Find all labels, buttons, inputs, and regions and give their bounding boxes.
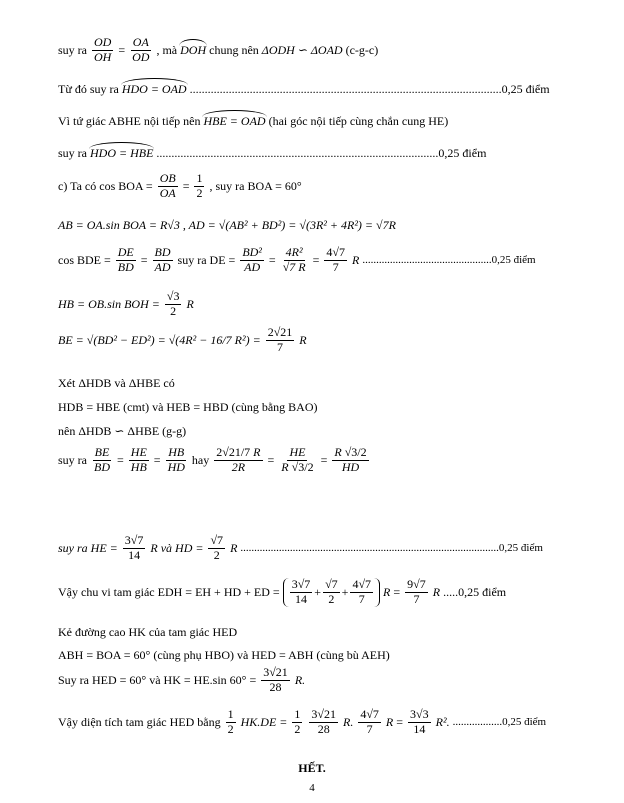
text: c) Ta có cos BOA = (58, 178, 153, 193)
fraction-bd-ad: $\frac{BD}{AD}$ (154, 245, 171, 274)
variable-r: R (351, 252, 360, 267)
similar-triangles: ΔODH ∽ ΔOAD (261, 42, 343, 57)
line-6 (58, 218, 396, 233)
text: hay (191, 452, 210, 467)
fraction-be-bd: $\frac{BE}{BD}$ (94, 445, 110, 474)
bracket-expression: $\frac{3√7}{14}$ + $\frac{√7}{2}$ + $\frac{4√7}{7}$ (283, 578, 380, 607)
text: và HD = (160, 540, 204, 555)
line-14 (58, 534, 543, 563)
line-17: ABH = BOA = 60° (cùng phụ HBO) và HED = ABH (cùng bù AEH) (58, 648, 390, 662)
fraction-complex-2: $\frac{HE}{R √3/2}$ (281, 445, 314, 474)
line-4 (58, 146, 486, 161)
fraction-3sqrt21-28: $\frac{3√21}{28}$ (263, 665, 288, 694)
score-label: ...............................................0,25 điểm (362, 254, 536, 267)
fraction-hb-hd: $\frac{HB}{HD}$ (167, 445, 185, 474)
variable-r: R (150, 540, 158, 555)
text: suy ra (58, 146, 87, 160)
text: chung nên (209, 42, 259, 57)
score-label: ........................................................................................................0,25 điểm (189, 82, 550, 96)
line-19: Vậy diện tích tam giác HED bằng $\frac{1}{2}$ HK.DE = $\frac{1}{2}$ $\frac{3√21}{28}$ R. $\frac{4√7}{7}$ R = $\frac{3√3}{14}$ R². ..................0,25 điểm (58, 707, 547, 736)
fraction-half: $\frac{1}{2}$ (196, 171, 203, 200)
fraction-3sqrt7-14: $\frac{3√7}{14}$ (124, 533, 144, 562)
equation: AB = OA.sin BOA = R√3 , AD = √(AB² + BD²) = √(3R² + 4R²) = √7R (58, 218, 396, 232)
fraction-sqrt7-2: $\frac{√7}{2}$ (210, 533, 224, 562)
variable-r: R (299, 332, 307, 347)
line-15: Vậy chu vi tam giác EDH = EH + HD + ED = $\frac{3√7}{14}$ + $\frac{√7}{2}$ + $\frac{4√7}{7}$ R = $\frac{9√7}{7}$ R .....0,25 điểm (58, 577, 507, 606)
text: cos BDE = (58, 252, 111, 267)
line-12: nên ΔHDB ∽ ΔHBE (g-g) (58, 424, 187, 438)
text: Vì tứ giác ABHE nội tiếp nên (58, 114, 201, 128)
text: , suy ra BOA = 60° (209, 178, 302, 193)
fraction-half: $\frac{1}{2}$ (227, 707, 234, 736)
fraction-he-hb: $\frac{HE}{HB}$ (130, 445, 147, 474)
score-label: ..............................................................................................0,25 điểm (156, 146, 487, 160)
fraction-2sqrt21-7: $\frac{2√21}{7}$ (267, 325, 293, 354)
line-5: c) Ta có cos BOA = $\frac{OB}{OA}$ = $\frac{1}{2}$ , suy ra BOA = 60° (58, 171, 302, 200)
text: Suy ra HED = 60° và HK = HE.sin 60° = (58, 672, 257, 687)
end-label: HẾT. (298, 761, 326, 775)
line-11: HDB = HBE (cmt) và HEB = HBD (cùng bằng BAO) (58, 400, 318, 414)
score-label: ..................0,25 điểm (452, 716, 547, 729)
text: suy ra (58, 42, 87, 57)
line-7: cos BDE = $\frac{DE}{BD}$ = $\frac{BD}{AD}$ suy ra DE = $\frac{\text{BD²}}{AD}$ = $\frac{\text{4R²}}{√7 R}$ = $\frac{4√7}{7}$ R ...............................................0,25 điểm (58, 245, 536, 274)
variable-r: R (186, 296, 194, 311)
page-number: 4 (309, 782, 315, 794)
equation: suy ra HE = (58, 540, 118, 555)
text: (c-g-c) (345, 42, 379, 57)
score-label: .....0,25 điểm (443, 584, 507, 599)
equation: HB = OB.sin BOH = (58, 296, 160, 311)
line-13: suy ra $\frac{BE}{BD}$ = $\frac{HE}{HB}$ = $\frac{HB}{HD}$ hay $\frac{2√21/7 R}{2R}$ = $\frac{HE}{R √3/2}$ = $\frac{R √3/2}{HD}$ (58, 445, 367, 474)
variable-r: R. (294, 672, 306, 687)
fraction-de-bd: $\frac{DE}{BD}$ (117, 245, 134, 274)
equation: BE = √(BD² − ED²) = √(4R² − 16/7 R²) = (58, 332, 261, 347)
line-10: Xét ΔHDB và ΔHBE có (58, 376, 175, 390)
line-16: Kẻ đường cao HK của tam giác HED (58, 625, 238, 639)
fraction-ob-oa: $\frac{OB}{OA}$ (159, 171, 176, 200)
equation: HDO = HBE (90, 146, 154, 160)
text: suy ra DE = (177, 252, 236, 267)
variable-r: R (230, 540, 238, 555)
text: , mà (156, 42, 178, 57)
fraction-sqrt3-2: $\frac{√3}{2}$ (166, 289, 180, 318)
fraction-4r2-sqrt7r: $\frac{\text{4R²}}{√7 R}$ (282, 245, 306, 274)
note: (hai góc nội tiếp cùng chắn cung HE) (268, 114, 449, 128)
line-3 (58, 114, 448, 129)
text: Từ đó suy ra (58, 82, 119, 96)
fraction-bd2-ad: $\frac{\text{BD²}}{AD}$ (242, 245, 262, 274)
fraction-complex-3: $\frac{R √3/2}{HD}$ (334, 445, 367, 474)
text: suy ra (58, 452, 87, 467)
fraction-4sqrt7-7: $\frac{4√7}{7}$ (326, 245, 345, 274)
line-8 (58, 290, 194, 319)
equation: HK.DE = (240, 714, 288, 729)
fraction-od-oh: $\frac{OD}{OH}$ (94, 35, 112, 64)
line-18 (58, 666, 305, 695)
text: Vậy diện tích tam giác HED bằng (58, 714, 221, 729)
line-1: suy ra $\frac{OD}{OH}$ = $\frac{OA}{OD}$ , mà DOH chung nên ΔODH ∽ ΔOAD (c-g-c) (58, 35, 379, 64)
fraction-9sqrt7-7: $\frac{9√7}{7}$ (407, 577, 426, 606)
variable-r: R (383, 584, 391, 599)
fraction-oa-od: $\frac{OA}{OD}$ (132, 35, 150, 64)
fraction-complex-1: $\frac{2√21/7 R}{2R}$ (216, 445, 261, 474)
score-label: ..............................................................................................0,25 điểm (240, 542, 543, 555)
line-9 (58, 326, 307, 355)
text: Vậy chu vi tam giác EDH = EH + HD + ED = (58, 584, 280, 599)
angle-doh: DOH (180, 42, 207, 57)
line-2 (58, 82, 568, 97)
equation: HBE = OAD (203, 114, 266, 128)
equation: HDO = OAD (121, 82, 187, 96)
variable-r: R (432, 584, 441, 599)
